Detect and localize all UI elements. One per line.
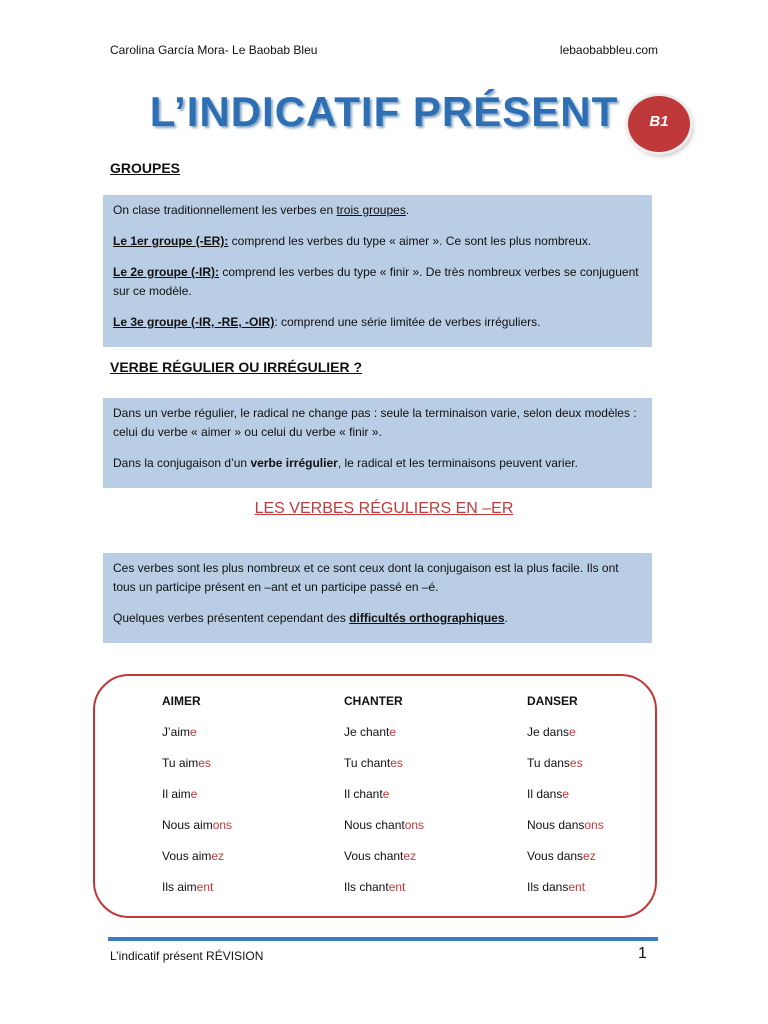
verb-ending: e <box>389 725 397 739</box>
section-heading-regulier: VERBE RÉGULIER OU IRRÉGULIER ? <box>110 359 363 375</box>
groupe-3-label: Le 3e groupe (-IR, -RE, -OIR) <box>113 315 275 329</box>
verb-ending: ez <box>211 849 225 863</box>
conjugation-row <box>344 880 424 911</box>
verb-stem: J’aim <box>162 725 191 739</box>
verb-ending: e <box>190 787 198 801</box>
conjugation-row <box>527 725 604 756</box>
verb-ending: ons <box>584 818 604 832</box>
conjugation-column-danser <box>527 694 604 911</box>
groupe-3 <box>113 313 642 332</box>
groupe-3-text: : comprend une série limitée de verbes irréguliers. <box>274 315 541 329</box>
regulier-box <box>103 398 652 488</box>
groupe-2-text: comprend les verbes du type « finir ». De très nombreux verbes se conjuguent sur ce modèle. <box>113 265 639 298</box>
verb-stem: Vous chant <box>344 849 404 863</box>
verb-ending: es <box>569 756 583 770</box>
page-title: L’INDICATIF PRÉSENT <box>149 88 619 135</box>
verb-ending: e <box>190 725 197 739</box>
verb-stem: Je chant <box>344 725 390 739</box>
er-p1: Ces verbes sont les plus nombreux et ce sont ceux dont la conjugaison est la plus facile. Ils ont tous un participe présent en –ant et un participe passé en –é. <box>113 561 619 594</box>
conjugation-column-aimer <box>162 694 232 911</box>
er-p2-post: . <box>504 611 508 625</box>
verb-stem: Je dans <box>527 725 570 739</box>
groupe-1-text: comprend les verbes du type « aimer ». Ce sont les plus nombreux. <box>228 234 592 248</box>
conjugation-row <box>527 849 604 880</box>
verb-ending: ent <box>196 880 214 894</box>
conjugation-row <box>162 725 232 756</box>
trois-groupes-text: trois groupes <box>336 203 406 217</box>
verb-ending: e <box>569 725 576 739</box>
verb-stem: Tu aim <box>162 756 199 770</box>
verb-stem: Vous dans <box>527 849 584 863</box>
verb-ending: e <box>562 787 570 801</box>
page-number: 1 <box>638 945 647 962</box>
groupes-intro <box>113 201 642 220</box>
header-author: Carolina García Mora- Le Baobab Bleu <box>110 43 318 57</box>
verb-stem: Il chant <box>344 787 383 801</box>
er-p2 <box>113 609 642 628</box>
conjugation-row <box>527 818 604 849</box>
conjugation-row <box>162 787 232 818</box>
groupe-1 <box>113 232 642 251</box>
section-heading-er: LES VERBES RÉGULIERS EN –ER <box>254 500 514 517</box>
conjugation-row <box>344 756 424 787</box>
groupe-2 <box>113 263 642 301</box>
er-p2-pre: Quelques verbes présentent cependant des <box>113 611 350 625</box>
verb-ending: ent <box>388 880 406 894</box>
regulier-p2-bold: verbe irrégulier <box>250 456 338 470</box>
intro-text: On clase traditionnellement les verbes en <box>113 203 337 217</box>
footer-divider <box>108 937 658 941</box>
conjugation-row <box>344 818 424 849</box>
footer-text: L’indicatif présent RÉVISION <box>110 949 264 963</box>
verb-stem: Ils aim <box>162 880 197 894</box>
verb-ending: ons <box>404 818 425 832</box>
section-heading-groupes: GROUPES <box>110 160 181 176</box>
groupe-1-label: Le 1er groupe (-ER): <box>113 234 229 248</box>
conjugation-row <box>344 725 424 756</box>
verb-stem: Il dans <box>527 787 563 801</box>
verb-ending: ez <box>403 849 417 863</box>
groupe-2-label: Le 2e groupe (-IR): <box>113 265 220 279</box>
regulier-p2-post: , le radical et les terminaisons peuvent varier. <box>337 456 578 470</box>
conjugation-column-chanter <box>344 694 424 911</box>
conjugation-row <box>162 756 232 787</box>
verb-ending: ez <box>583 849 596 863</box>
verb-stem: Nous aim <box>162 818 213 832</box>
verb-ending: e <box>382 787 390 801</box>
verb-stem: Tu chant <box>344 756 391 770</box>
level-badge: B1 <box>628 96 690 152</box>
verb-heading: AIMER <box>162 694 201 708</box>
conjugation-row <box>527 787 604 818</box>
verb-ending: es <box>390 756 403 770</box>
header-website: lebaobabbleu.com <box>559 43 658 57</box>
groupes-box <box>103 195 652 347</box>
conjugation-row <box>162 849 232 880</box>
conjugation-row <box>344 787 424 818</box>
verb-heading: DANSER <box>527 694 578 708</box>
conjugation-row <box>162 818 232 849</box>
regulier-p1: Dans un verbe régulier, le radical ne change pas : seule la terminaison varie, selon deux modèles : celui du verbe « aimer » ou celui du verbe « finir ». <box>113 406 637 439</box>
verb-stem: Ils chant <box>344 880 389 894</box>
regulier-p2-pre: Dans la conjugaison d’un <box>113 456 251 470</box>
verb-stem: Vous aim <box>162 849 212 863</box>
conjugation-row <box>527 756 604 787</box>
intro-end: . <box>405 203 410 217</box>
verb-stem: Ils dans <box>527 880 569 894</box>
er-p2-link: difficultés orthographiques <box>349 611 505 625</box>
verb-stem: Nous dans <box>527 818 585 832</box>
verb-stem: Nous chant <box>344 818 405 832</box>
conjugation-row <box>162 880 232 911</box>
verb-ending: es <box>198 756 211 770</box>
verb-heading: CHANTER <box>344 694 403 708</box>
conjugation-row <box>527 880 604 911</box>
verb-ending: ons <box>212 818 233 832</box>
verb-stem: Tu dans <box>527 756 570 770</box>
verb-ending: ent <box>568 880 586 894</box>
verb-stem: Il aim <box>162 787 191 801</box>
regulier-p2 <box>113 454 642 473</box>
conjugation-row <box>344 849 424 880</box>
er-box <box>103 553 652 643</box>
